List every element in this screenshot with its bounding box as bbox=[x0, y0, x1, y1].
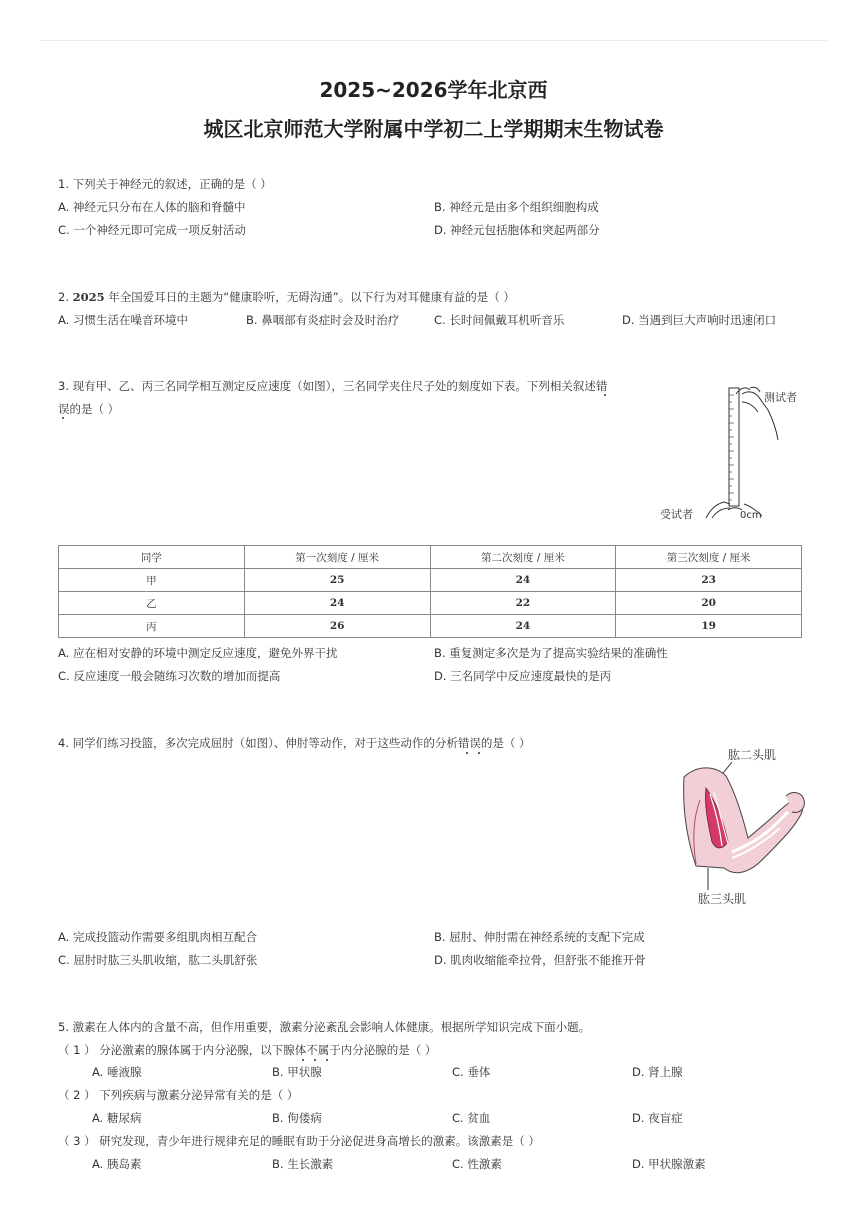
q5-sub3-option-c[interactable]: C. 性激素 bbox=[452, 1157, 502, 1171]
q2-year: 2025 bbox=[72, 290, 105, 304]
q5-sub3-stem: （ 3 ） 研究发现，青少年进行规律充足的睡眠有助于分泌促进身高增长的激素。该激素是（ ） bbox=[58, 1134, 540, 1148]
emphasis-dot bbox=[314, 1059, 316, 1061]
reaction-data-table bbox=[58, 545, 802, 638]
table-header: 第二次刻度 / 厘米 bbox=[430, 546, 616, 569]
paper-title-line1: 2025~2026学年北京西 bbox=[319, 78, 548, 102]
q5-sub2-option-d[interactable]: D. 夜盲症 bbox=[632, 1111, 683, 1125]
q3-stem-line1: 3. 现有甲、乙、丙三名同学相互测定反应速度（如图），三名同学夹住尺子处的刻度如下表。下列相关叙述错 bbox=[58, 379, 608, 393]
q4-option-d[interactable]: D. 肌肉收缩能牵拉骨，但舒张不能推开骨 bbox=[434, 953, 646, 967]
q4-stem: 4. 同学们练习投篮，多次完成屈肘（如图）、伸肘等动作，对于这些动作的分析错误的是（ ） bbox=[58, 736, 531, 750]
q2-option-c[interactable]: C. 长时间佩戴耳机听音乐 bbox=[434, 313, 565, 327]
table-cell: 20 bbox=[616, 592, 802, 615]
table-cell: 26 bbox=[244, 615, 430, 638]
emphasis-dot bbox=[302, 1059, 304, 1061]
table-cell: 乙 bbox=[59, 592, 245, 615]
q2-number: 2. bbox=[58, 290, 73, 304]
subject-label: 受试者 bbox=[660, 508, 693, 521]
emphasis-dot bbox=[478, 752, 480, 754]
q5-sub3-option-a[interactable]: A. 胰岛素 bbox=[92, 1157, 142, 1171]
q3-option-a[interactable]: A. 应在相对安静的环境中测定反应速度，避免外界干扰 bbox=[58, 646, 338, 660]
q2-stem bbox=[58, 289, 515, 305]
q2-stem-text: 年全国爱耳日的主题为“健康聆听，无碍沟通”。以下行为对耳健康有益的是（ ） bbox=[104, 290, 515, 304]
table-cell: 24 bbox=[430, 569, 616, 592]
q1-option-b[interactable]: B. 神经元是由多个组织细胞构成 bbox=[434, 200, 599, 214]
q4-option-c[interactable]: C. 屈肘时肱三头肌收缩，肱二头肌舒张 bbox=[58, 953, 258, 967]
table-header: 同学 bbox=[59, 546, 245, 569]
table-cell: 24 bbox=[244, 592, 430, 615]
table-cell: 22 bbox=[430, 592, 616, 615]
q2-option-b[interactable]: B. 鼻咽部有炎症时会及时治疗 bbox=[246, 313, 400, 327]
tester-label: 测试者 bbox=[764, 391, 797, 404]
q5-sub2-option-b[interactable]: B. 佝偻病 bbox=[272, 1111, 322, 1125]
table-cell: 23 bbox=[616, 569, 802, 592]
q5-stem: 5. 激素在人体内的含量不高，但作用重要，激素分泌紊乱会影响人体健康。根据所学知识完成下面小题。 bbox=[58, 1020, 591, 1034]
top-divider bbox=[40, 40, 827, 41]
arm-muscle-figure bbox=[676, 742, 816, 907]
q5-sub2-option-a[interactable]: A. 糖尿病 bbox=[92, 1111, 142, 1125]
table-cell: 甲 bbox=[59, 569, 245, 592]
biceps-label: 肱二头肌 bbox=[728, 748, 777, 762]
table-header: 第一次刻度 / 厘米 bbox=[244, 546, 430, 569]
table-row bbox=[59, 569, 802, 592]
q3-option-c[interactable]: C. 反应速度一般会随练习次数的增加而提高 bbox=[58, 669, 281, 683]
table-header: 第三次刻度 / 厘米 bbox=[616, 546, 802, 569]
zero-mark-label: 0cm bbox=[740, 510, 762, 521]
q3-option-b[interactable]: B. 重复测定多次是为了提高实验结果的准确性 bbox=[434, 646, 668, 660]
q4-option-a[interactable]: A. 完成投篮动作需要多组肌肉相互配合 bbox=[58, 930, 257, 944]
q1-option-c[interactable]: C. 一个神经元即可完成一项反射活动 bbox=[58, 223, 246, 237]
emphasis-dot bbox=[62, 417, 64, 419]
q5-sub1-option-c[interactable]: C. 垂体 bbox=[452, 1065, 491, 1079]
table-cell: 24 bbox=[430, 615, 616, 638]
triceps-label: 肱三头肌 bbox=[698, 892, 747, 906]
q5-sub2-option-c[interactable]: C. 贫血 bbox=[452, 1111, 491, 1125]
q5-sub1-option-b[interactable]: B. 甲状腺 bbox=[272, 1065, 322, 1079]
emphasis-dot bbox=[326, 1059, 328, 1061]
paper-title-line2: 城区北京师范大学附属中学初二上学期期末生物试卷 bbox=[203, 117, 664, 141]
q4-option-b[interactable]: B. 屈肘、伸肘需在神经系统的支配下完成 bbox=[434, 930, 645, 944]
ruler-test-figure bbox=[650, 380, 810, 525]
table-cell: 19 bbox=[616, 615, 802, 638]
q1-option-a[interactable]: A. 神经元只分布在人体的脑和脊髓中 bbox=[58, 200, 246, 214]
table-row bbox=[59, 592, 802, 615]
q1-option-d[interactable]: D. 神经元包括胞体和突起两部分 bbox=[434, 223, 600, 237]
q5-sub1-option-d[interactable]: D. 肾上腺 bbox=[632, 1065, 683, 1079]
q3-option-d[interactable]: D. 三名同学中反应速度最快的是丙 bbox=[434, 669, 612, 683]
q2-option-a[interactable]: A. 习惯生活在噪音环境中 bbox=[58, 313, 188, 327]
table-header-row bbox=[59, 546, 802, 569]
q3-stem-line2: 误的是（ ） bbox=[58, 402, 120, 416]
q5-sub3-option-d[interactable]: D. 甲状腺激素 bbox=[632, 1157, 706, 1171]
table-cell: 25 bbox=[244, 569, 430, 592]
table-cell: 丙 bbox=[59, 615, 245, 638]
emphasis-dot bbox=[604, 394, 606, 396]
table-row bbox=[59, 615, 802, 638]
q5-sub2-stem: （ 2 ） 下列疾病与激素分泌异常有关的是（ ） bbox=[58, 1088, 299, 1102]
q2-option-d[interactable]: D. 当遇到巨大声响时迅速闭口 bbox=[622, 313, 777, 327]
emphasis-dot bbox=[466, 752, 468, 754]
q5-sub1-option-a[interactable]: A. 唾液腺 bbox=[92, 1065, 142, 1079]
q5-sub3-option-b[interactable]: B. 生长激素 bbox=[272, 1157, 334, 1171]
q1-stem: 1. 下列关于神经元的叙述，正确的是（ ） bbox=[58, 177, 272, 191]
q5-sub1-stem: （ 1 ） 分泌激素的腺体属于内分泌腺，以下腺体不属于内分泌腺的是（ ） bbox=[58, 1043, 437, 1057]
